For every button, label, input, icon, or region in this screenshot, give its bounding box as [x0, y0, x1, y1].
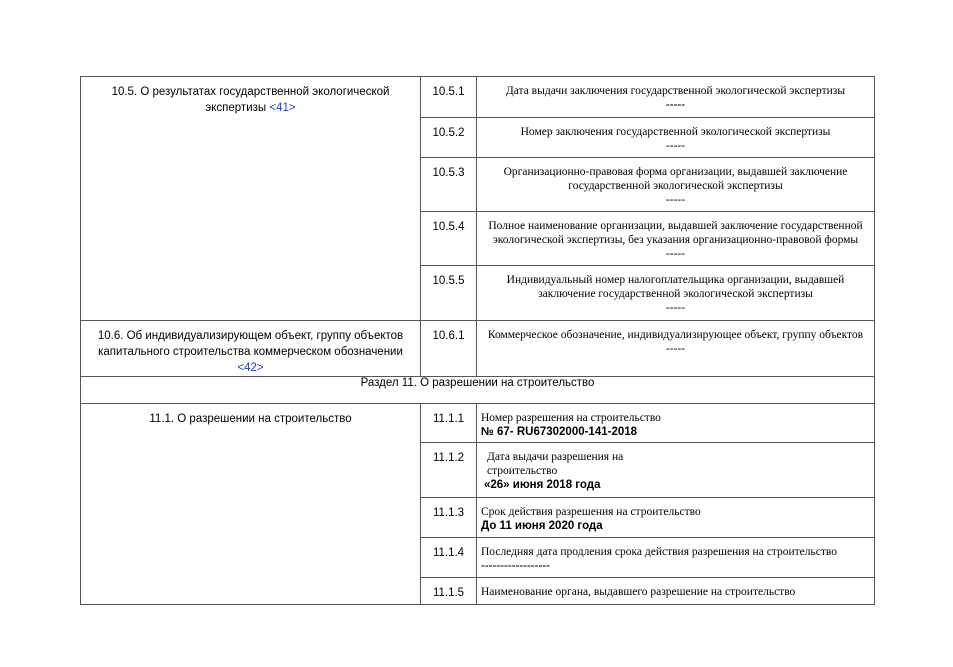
- document-page: [80, 76, 874, 605]
- row-number: 10.5.5: [432, 275, 465, 287]
- row-label: Полное наименование организации, выдавшей заключение государственной экологической экспертизы, без указания организационно-правовой формы: [488, 220, 863, 246]
- row-number: 10.6.1: [432, 330, 465, 342]
- row-value: -----: [665, 194, 686, 206]
- section-10-5-title-cell: [81, 77, 421, 321]
- footnote-link-42[interactable]: <42>: [237, 362, 264, 374]
- row-label: Последняя дата продления срока действия разрешения на строительство: [481, 546, 837, 558]
- row-label: Номер разрешения на строительство: [481, 412, 661, 424]
- row-label: Коммерческое обозначение, индивидуализирующее объект, группу объектов: [487, 329, 864, 341]
- section-11-heading: Раздел 11. О разрешении на строительство: [81, 377, 875, 404]
- row-label-continued: строительство: [487, 465, 558, 477]
- footnote-link-41[interactable]: <41>: [269, 102, 296, 114]
- row-number: 10.5.1: [432, 86, 465, 98]
- row-label: Срок действия разрешения на строительство: [481, 506, 701, 518]
- row-number: 10.5.4: [432, 221, 465, 233]
- permit-expiry-value: До 11 июня 2020 года: [481, 520, 603, 532]
- section-11-1-title-cell: [81, 404, 421, 605]
- section-11-1-title: 11.1. О разрешении на строительство: [149, 413, 352, 425]
- row-value: -----: [665, 343, 686, 355]
- row-number: 11.1.4: [432, 547, 465, 559]
- table-row: [81, 77, 875, 118]
- declaration-table: [80, 76, 875, 605]
- row-value: ------------------: [481, 560, 550, 572]
- table-row: [81, 321, 875, 377]
- row-label: Наименование органа, выдавшего разрешение на строительство: [481, 586, 796, 598]
- section-10-6-title-cell: [81, 321, 421, 377]
- permit-number-value: № 67- RU67302000-141-2018: [481, 426, 638, 438]
- section-10-5-title: 10.5. О результатах государственной экологической экспертизы: [111, 86, 390, 114]
- permit-date-value: «26» июня 2018 года: [484, 479, 601, 491]
- table-row: [81, 377, 875, 404]
- section-10-6-title: 10.6. Об индивидуализирующем объект, группу объектов капитального строительства коммерческом обозначении: [97, 330, 404, 358]
- row-label: Номер заключения государственной экологической экспертизы: [520, 126, 831, 138]
- row-label: Организационно-правовая форма организации, выдавшей заключение государственной экологической экспертизы: [503, 166, 848, 192]
- row-number: 11.1.2: [432, 452, 465, 464]
- row-value: -----: [665, 99, 686, 111]
- row-value: -----: [665, 248, 686, 260]
- table-row: [81, 404, 875, 443]
- row-number: 11.1.3: [432, 507, 465, 519]
- row-label: Дата выдачи заключения государственной экологической экспертизы: [505, 85, 846, 97]
- row-number: 10.5.3: [432, 167, 465, 179]
- row-value: -----: [665, 302, 686, 314]
- row-label: Индивидуальный номер налогоплательщика организации, выдавшей заключение государственной экологической экспертизы: [506, 274, 845, 300]
- row-number: 11.1.5: [432, 587, 465, 599]
- row-value: -----: [665, 140, 686, 152]
- row-number: 11.1.1: [432, 413, 465, 425]
- row-number: 10.5.2: [432, 127, 465, 139]
- row-label: Дата выдачи разрешения на: [487, 451, 624, 463]
